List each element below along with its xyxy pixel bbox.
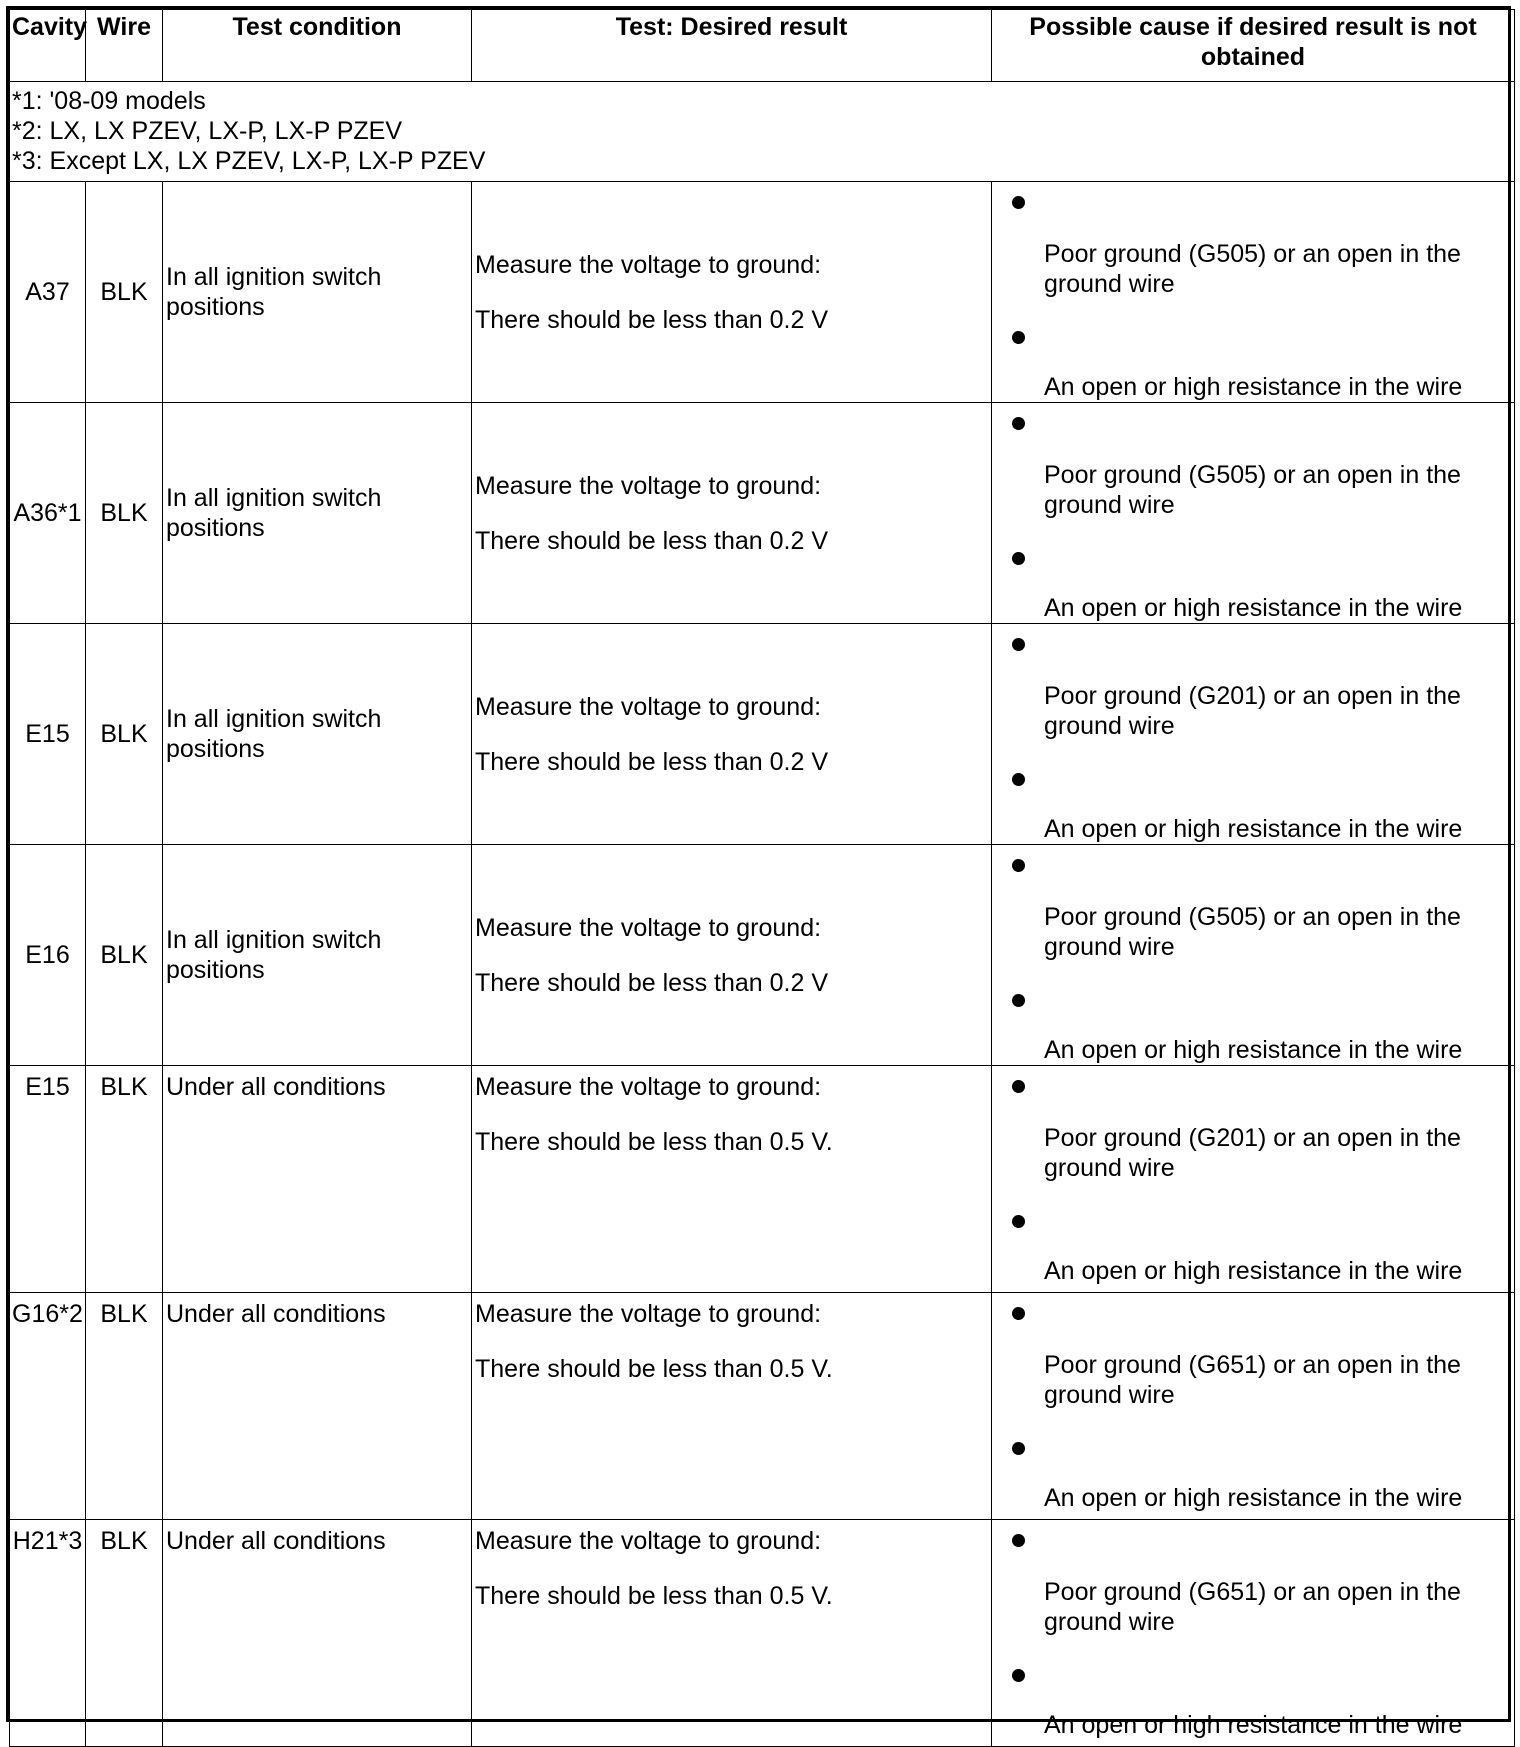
bullet-icon (1012, 552, 1025, 565)
condition-cell: Under all conditions (163, 1520, 472, 1747)
cause-ground: Poor ground (G651) or an open in the ground wire (1044, 1351, 1461, 1409)
possible-cause-cell (992, 624, 1515, 845)
cavity-cell: A36*1 (10, 403, 86, 624)
header-cavity: Cavity (10, 10, 86, 82)
cavity-cell: H21*3 (10, 1520, 86, 1747)
header-row (10, 10, 1515, 82)
footnotes-row (10, 82, 1515, 182)
test-table (9, 9, 1515, 1747)
table-row (10, 182, 1515, 403)
wire-cell: BLK (86, 1066, 163, 1293)
condition-cell: Under all conditions (163, 1293, 472, 1520)
cause-ground: Poor ground (G201) or an open in the ground wire (1044, 1124, 1461, 1182)
wire-cell: BLK (86, 1293, 163, 1520)
desired-result-cell (472, 1066, 992, 1293)
possible-cause-cell (992, 1293, 1515, 1520)
test-instruction: Measure the voltage to ground: (475, 913, 822, 942)
desired-result-cell (472, 403, 992, 624)
condition-cell: In all ignition switch positions (163, 845, 472, 1066)
test-expected: There should be less than 0.5 V. (475, 1355, 833, 1383)
cavity-cell: A37 (10, 182, 86, 403)
bullet-icon (1012, 859, 1025, 872)
wire-cell: BLK (86, 182, 163, 403)
bullet-icon (1012, 1534, 1025, 1547)
header-wire: Wire (86, 10, 163, 82)
header-desired-result: Test: Desired result (472, 10, 992, 82)
footnote-2: *2: LX, LX PZEV, LX-P, LX-P PZEV (12, 117, 403, 145)
wire-cell: BLK (86, 1520, 163, 1747)
table-row (10, 845, 1515, 1066)
bullet-icon (1012, 1080, 1025, 1093)
bullet-icon (1012, 638, 1025, 651)
cause-wire: An open or high resistance in the wire (1044, 1036, 1463, 1064)
cause-wire: An open or high resistance in the wire (1044, 1484, 1463, 1512)
bullet-icon (1012, 1442, 1025, 1455)
possible-cause-cell (992, 182, 1515, 403)
test-instruction: Measure the voltage to ground: (475, 692, 822, 721)
test-expected: There should be less than 0.2 V (475, 526, 829, 555)
bullet-icon (1012, 1307, 1025, 1320)
wire-cell: BLK (86, 845, 163, 1066)
test-expected: There should be less than 0.5 V. (475, 1128, 833, 1156)
desired-result-cell (472, 1520, 992, 1747)
desired-result-cell (472, 624, 992, 845)
cause-ground: Poor ground (G651) or an open in the ground wire (1044, 1578, 1461, 1636)
cause-ground: Poor ground (G505) or an open in the ground wire (1044, 903, 1461, 961)
cause-ground: Poor ground (G505) or an open in the ground wire (1044, 461, 1461, 519)
footnotes-cell (10, 82, 1515, 182)
test-expected: There should be less than 0.2 V (475, 305, 829, 334)
condition-cell: In all ignition switch positions (163, 182, 472, 403)
wire-cell: BLK (86, 624, 163, 845)
desired-result-cell (472, 182, 992, 403)
test-instruction: Measure the voltage to ground: (475, 250, 822, 279)
table-row (10, 624, 1515, 845)
table-row (10, 1066, 1515, 1293)
bullet-icon (1012, 994, 1025, 1007)
test-instruction: Measure the voltage to ground: (475, 1073, 822, 1101)
cause-wire: An open or high resistance in the wire (1044, 1711, 1463, 1739)
cause-ground: Poor ground (G505) or an open in the ground wire (1044, 240, 1461, 298)
test-instruction: Measure the voltage to ground: (475, 471, 822, 500)
desired-result-cell (472, 845, 992, 1066)
cause-wire: An open or high resistance in the wire (1044, 1257, 1463, 1285)
condition-cell: In all ignition switch positions (163, 624, 472, 845)
cause-ground: Poor ground (G201) or an open in the ground wire (1044, 682, 1461, 740)
bullet-icon (1012, 1669, 1025, 1682)
cause-wire: An open or high resistance in the wire (1044, 373, 1463, 401)
bullet-icon (1012, 417, 1025, 430)
test-expected: There should be less than 0.5 V. (475, 1582, 833, 1610)
bullet-icon (1012, 196, 1025, 209)
test-expected: There should be less than 0.2 V (475, 747, 829, 776)
header-possible-cause: Possible cause if desired result is not obtained (992, 10, 1515, 82)
test-instruction: Measure the voltage to ground: (475, 1300, 822, 1328)
header-test-condition: Test condition (163, 10, 472, 82)
cause-wire: An open or high resistance in the wire (1044, 815, 1463, 843)
cavity-cell: G16*2 (10, 1293, 86, 1520)
cause-wire: An open or high resistance in the wire (1044, 594, 1463, 622)
cavity-cell: E16 (10, 845, 86, 1066)
condition-cell: Under all conditions (163, 1066, 472, 1293)
wire-cell: BLK (86, 403, 163, 624)
possible-cause-cell (992, 1520, 1515, 1747)
desired-result-cell (472, 1293, 992, 1520)
ground-circuit-test-table (6, 6, 1511, 1739)
bullet-icon (1012, 331, 1025, 344)
table-row (10, 1293, 1515, 1520)
bullet-icon (1012, 1215, 1025, 1228)
possible-cause-cell (992, 403, 1515, 624)
table-row (10, 1520, 1515, 1747)
possible-cause-cell (992, 1066, 1515, 1293)
table-row (10, 403, 1515, 624)
footnote-1: *1: '08-09 models (12, 87, 206, 115)
bullet-icon (1012, 773, 1025, 786)
test-instruction: Measure the voltage to ground: (475, 1527, 822, 1555)
possible-cause-cell (992, 845, 1515, 1066)
test-expected: There should be less than 0.2 V (475, 968, 829, 997)
cavity-cell: E15 (10, 1066, 86, 1293)
footnote-3: *3: Except LX, LX PZEV, LX-P, LX-P PZEV (12, 147, 486, 175)
condition-cell: In all ignition switch positions (163, 403, 472, 624)
cavity-cell: E15 (10, 624, 86, 845)
